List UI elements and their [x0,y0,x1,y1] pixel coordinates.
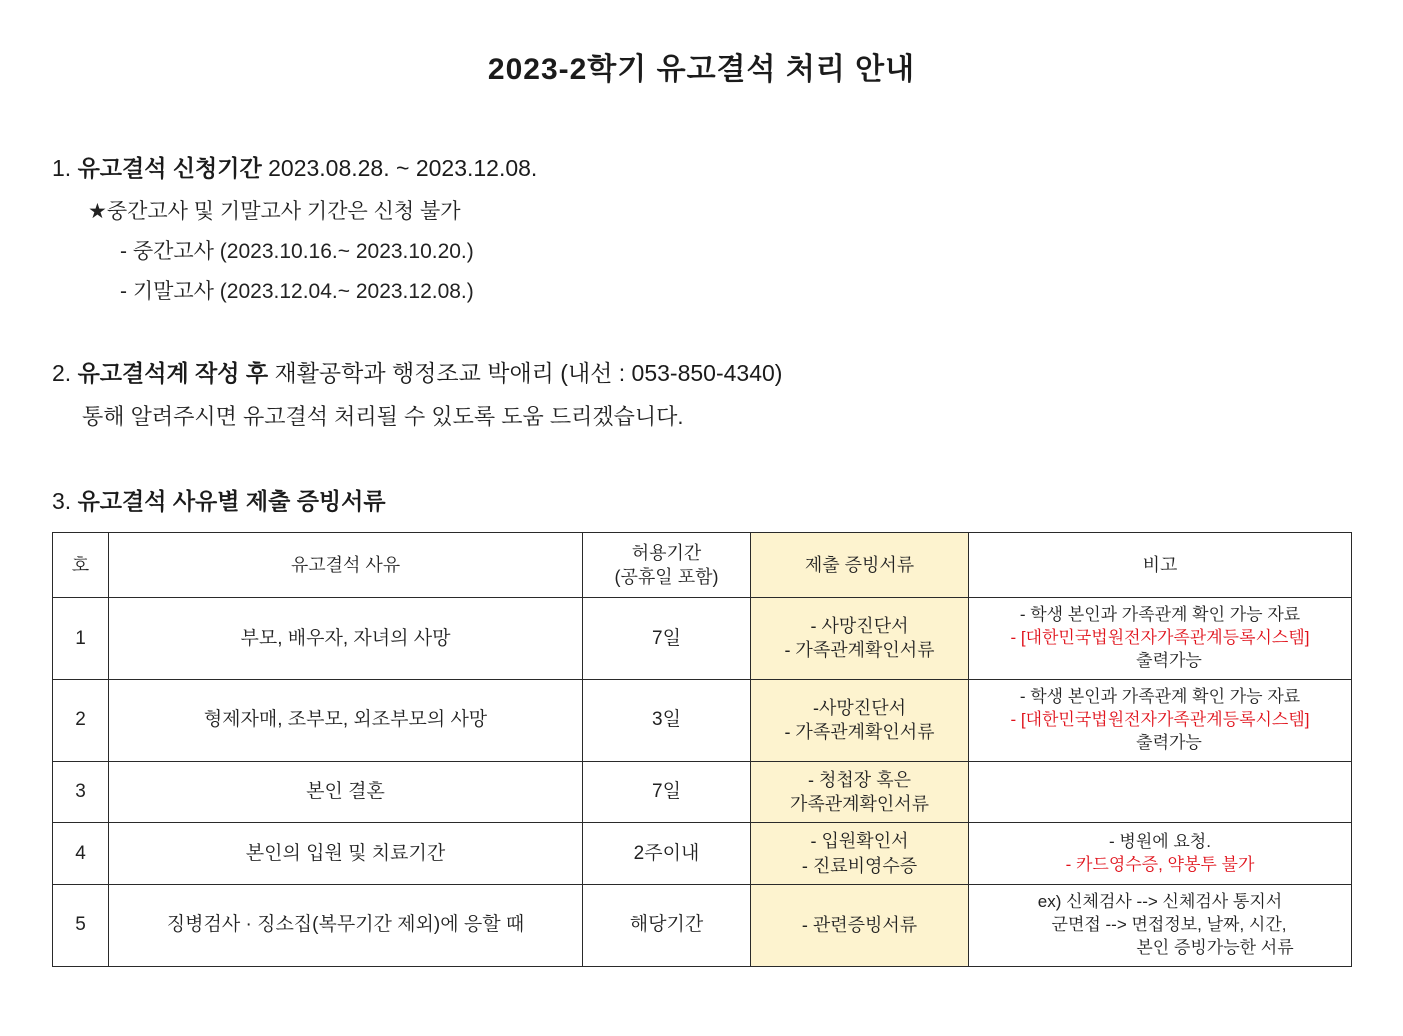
section2-title: 유고결석계 작성 후 [77,360,269,386]
note-line: - 병원에 요청. [1109,831,1211,851]
note-line: - [대한민국법원전자가족관계등록시스템] [1010,709,1310,729]
table-body [53,598,1352,967]
header-period-line1: 허용기간 [631,542,702,563]
cell-no: 4 [53,823,109,885]
note-line: - 학생 본인과 가족관계 확인 가능 자료 [1019,605,1301,624]
table-row [53,761,1352,823]
cell-note [969,761,1352,823]
documents-table [52,532,1352,967]
cell-note [969,679,1352,761]
cell-note [969,823,1352,885]
section-documents [52,483,1351,967]
section-application-period [52,150,1351,305]
document-line: - 관련증빙서류 [801,915,918,936]
note-line: 출력가능 [1136,650,1202,670]
table-row [53,598,1352,680]
cell-note [969,598,1352,680]
section1-title: 유고결석 신청기간 [77,155,262,181]
document-line: 가족관계확인서류 [789,793,930,814]
section-contact [52,355,1351,431]
section1-heading [52,150,1351,183]
header-period [583,533,751,598]
cell-note [969,884,1352,966]
cell-period: 7일 [583,761,751,823]
document-line: -사망진단서 [813,697,906,718]
cell-reason: 본인 결혼 [109,761,583,823]
cell-reason: 형제자매, 조부모, 외조부모의 사망 [109,679,583,761]
note-line: 출력가능 [1136,732,1202,752]
section1-final: - 기말고사 (2023.12.04.~ 2023.12.08.) [120,280,474,303]
note-line: - [대한민국법원전자가족관계등록시스템] [1010,627,1310,647]
document-line: - 청첩장 혹은 [808,769,911,790]
section1-dates: 2023.08.28. ~ 2023.12.08. [268,155,538,181]
document-line: - 사망진단서 [810,616,909,637]
section2-heading [52,355,1351,388]
cell-no: 5 [53,884,109,966]
table-header-row [53,533,1352,598]
cell-reason: 부모, 배우자, 자녀의 사망 [109,598,583,680]
cell-documents [751,679,969,761]
header-note: 비고 [969,533,1352,598]
section1-number: 1. [52,155,72,181]
cell-documents [751,598,969,680]
document-line: - 가족관계확인서류 [784,640,935,661]
cell-reason: 본인의 입원 및 치료기간 [109,823,583,885]
header-documents: 제출 증빙서류 [751,533,969,598]
header-no: 호 [53,533,109,598]
header-reason: 유고결석 사유 [109,533,583,598]
header-period-line2: (공휴일 포함) [614,567,719,587]
section3-title: 유고결석 사유별 제출 증빙서류 [77,488,386,514]
cell-period: 3일 [583,679,751,761]
note-line: 군면접 --> 면접정보, 날짜, 시간, [1051,914,1287,934]
cell-period: 2주이내 [583,823,751,885]
section2-number: 2. [52,360,72,386]
cell-no: 2 [53,679,109,761]
table-row [53,884,1352,966]
cell-reason: 징병검사 · 징소집(복무기간 제외)에 응할 때 [109,884,583,966]
document-line: - 진료비영수증 [801,855,918,876]
cell-documents [751,884,969,966]
cell-documents [751,761,969,823]
cell-no: 1 [53,598,109,680]
section2-contact-info: 재활공학과 행정조교 박애리 (내선 : 053-850-4340) [274,360,783,386]
note-line: - 카드영수증, 약봉투 불가 [1065,854,1255,874]
cell-period: 7일 [583,598,751,680]
note-line: 본인 증빙가능한 서류 [1136,937,1294,957]
table-row [53,823,1352,885]
document-page [0,44,1403,1036]
cell-documents [751,823,969,885]
section1-midterm: - 중간고사 (2023.10.16.~ 2023.10.20.) [120,240,474,263]
cell-no: 3 [53,761,109,823]
page-title: 2023-2학기 유고결석 처리 안내 [487,53,916,86]
document-line: - 가족관계확인서류 [784,722,935,743]
table-row [53,679,1352,761]
section3-heading [52,483,1351,516]
section1-note-exams: ★중간고사 및 기말고사 기간은 신청 불가 [88,200,461,223]
section3-number: 3. [52,488,72,514]
cell-period: 해당기간 [583,884,751,966]
note-line: ex) 신체검사 --> 신체검사 통지서 [1037,891,1283,911]
section2-second-line: 통해 알려주시면 유고결석 처리될 수 있도록 도움 드리겠습니다. [82,404,684,429]
note-line: - 학생 본인과 가족관계 확인 가능 자료 [1019,686,1301,706]
document-line: - 입원확인서 [810,831,909,852]
